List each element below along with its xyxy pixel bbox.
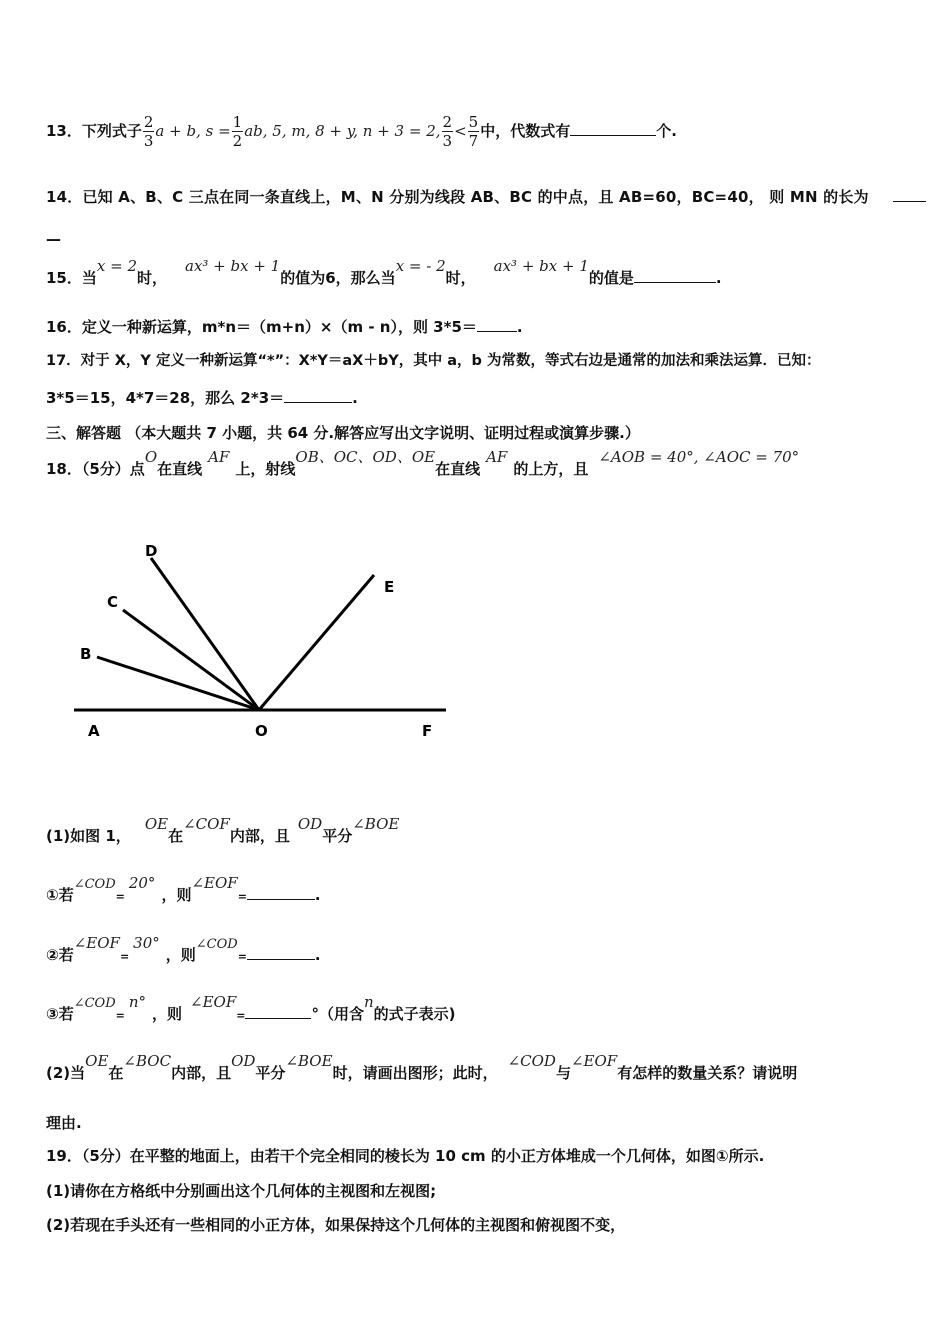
math-expr: ∠EOF [190, 993, 237, 1011]
math-expr: ax³ + bx + 1 [185, 257, 281, 275]
label-O: O [255, 722, 268, 740]
p1b-prefix: ②若 [46, 946, 74, 964]
math-expr: OE [85, 1052, 109, 1070]
math-expr: AF [208, 448, 230, 466]
p1a-eq: = [115, 890, 125, 903]
p1c-prefix: ③若 [46, 1005, 74, 1023]
p1c-eq2: = [236, 1009, 246, 1022]
q17-end: . [352, 389, 358, 407]
q14-text: 14．已知 A、B、C 三点在同一条直线上，M、N 分别为线段 AB、BC 的中点，且 AB=60，BC=40， 则 MN 的长为 [46, 188, 869, 206]
label-A: A [88, 722, 100, 740]
q14-dash: — [46, 230, 61, 248]
question-19 [46, 1146, 764, 1166]
p1c-t1: ，则 [152, 1005, 183, 1023]
p1-t1: 在 [168, 827, 184, 845]
q18-t3: 在直线 [435, 460, 481, 478]
answer-blank[interactable] [247, 885, 315, 900]
math-expr: ∠COD [507, 1052, 556, 1070]
answer-blank[interactable] [570, 121, 656, 136]
q16-text: 16．定义一种新运算，m*n＝（m+n）×（m - n），则 3*5＝ [46, 318, 477, 336]
p1a-eq2: = [237, 890, 247, 903]
math-expr: ∠BOE [285, 1052, 333, 1070]
fraction [232, 113, 244, 150]
math-expr: x = - 2 [395, 257, 446, 275]
part-1 [46, 815, 400, 846]
label-D: D [145, 542, 158, 560]
math-expr: x = 2 [96, 257, 137, 275]
fraction [442, 113, 454, 150]
q15-end: . [715, 269, 722, 287]
p1a-end: . [314, 886, 321, 904]
frac-den: 7 [468, 132, 479, 150]
frac-den: 3 [442, 132, 453, 150]
q18-t4: 的上方，且 [513, 460, 589, 478]
math-expr: ax³ + bx + 1 [493, 257, 589, 275]
question-17-cont [46, 388, 358, 408]
q16-end: . [516, 318, 523, 336]
q18-t1: 在直线 [157, 460, 203, 478]
math-expr: ∠COD [73, 877, 116, 892]
math-expr: OE [144, 815, 169, 833]
q19-line2: (1)请你在方格纸中分别画出这个几何体的主视图和左视图; [46, 1182, 437, 1200]
p1c-eq: = [115, 1009, 125, 1022]
math-expr: ∠EOF [73, 934, 120, 952]
math-expr: a + b, s = [155, 122, 231, 140]
math-expr: ∠EOF [191, 874, 238, 892]
p1-t3: 平分 [322, 827, 353, 845]
p1a-prefix: ①若 [46, 886, 74, 904]
q13-mid: 中，代数式有 [480, 122, 571, 140]
math-expr: OD [231, 1052, 256, 1070]
p1b-end: . [314, 946, 321, 964]
math-expr: O [144, 448, 158, 466]
part-1a [46, 874, 321, 907]
math-expr: < [454, 122, 467, 140]
math-expr: OD [297, 815, 323, 833]
math-expr: OB、OC、OD、OE [295, 448, 436, 466]
q17-line1: 17．对于 X，Y 定义一种新运算“*”：X*Y＝aX＋bY，其中 a，b 为常数，等式右边是通常的加法和乘法运算．已知： [46, 353, 821, 369]
label-C: C [107, 593, 119, 611]
question-14-cont [46, 229, 61, 249]
p2-t3: 平分 [255, 1064, 286, 1082]
frac-den: 2 [232, 132, 243, 150]
frac-num: 1 [232, 113, 243, 131]
frac-den: 3 [143, 132, 154, 150]
math-expr: ∠BOE [352, 815, 400, 833]
ray-OB [97, 657, 259, 710]
question-13 [46, 108, 677, 154]
math-expr: n [364, 993, 374, 1011]
part-1c [46, 993, 456, 1026]
math-expr: ∠AOB = 40°, ∠AOC = 70° [598, 448, 800, 466]
label-B: B [80, 645, 92, 663]
q17-line2: 3*5＝15，4*7＝28，那么 2*3＝ [46, 389, 285, 407]
q15-prefix: 15．当 [46, 269, 97, 287]
q18-prefix: 18．（5分）点 [46, 460, 145, 478]
q15-t4: 的值是 [588, 269, 634, 287]
question-17 [46, 351, 820, 371]
math-expr: 30° [133, 934, 160, 952]
math-expr: ab, 5, m, 8 + y, n + 3 = 2, [244, 122, 441, 140]
q15-t1: 时， [136, 269, 167, 287]
frac-num: 5 [468, 113, 479, 131]
q19-line3: (2)若现在手头还有一些相同的小正方体，如果保持这个几何体的主视图和俯视图不变， [46, 1216, 626, 1234]
frac-num: 2 [143, 113, 154, 131]
q15-t2: 的值为6，那么当 [280, 269, 396, 287]
p2-t5: 与 [555, 1064, 571, 1082]
math-expr: ∠COF [183, 815, 230, 833]
q13-end: 个. [656, 122, 677, 140]
ray-OE [259, 575, 374, 710]
fraction [143, 113, 155, 150]
question-16 [46, 317, 523, 337]
fraction [468, 113, 480, 150]
p1c-t3: 的式子表示) [373, 1005, 456, 1023]
p1b-eq: = [119, 950, 130, 963]
p2-t6: 有怎样的数量关系？请说明 [617, 1064, 798, 1082]
p1a-t1: ，则 [161, 886, 192, 904]
section-3-text: 三、解答题 （本大题共 7 小题，共 64 分.解答应写出文字说明、证明过程或演算步骤.） [46, 424, 640, 442]
label-F: F [422, 722, 433, 740]
section-3-heading [46, 423, 640, 443]
question-14 [46, 187, 926, 207]
frac-num: 2 [442, 113, 453, 131]
ray-OC [123, 610, 259, 710]
p2-t1: 在 [108, 1064, 124, 1082]
answer-blank[interactable] [245, 1004, 311, 1019]
answer-blank[interactable] [634, 268, 716, 283]
part-1b [46, 934, 321, 967]
answer-blank[interactable] [893, 187, 926, 202]
math-expr: AF [486, 448, 508, 466]
p2-t2: 内部，且 [171, 1064, 232, 1082]
question-18 [46, 448, 800, 479]
p2-line2: 理由. [46, 1114, 82, 1132]
p1b-eq2: = [237, 950, 247, 963]
q19-line1: 19．（5分）在平整的地面上，由若干个完全相同的棱长为 10 cm 的小正方体堆成一个几何体，如图①所示. [46, 1147, 765, 1165]
answer-blank[interactable] [477, 317, 517, 332]
math-expr: ∠BOC [123, 1052, 172, 1070]
math-expr: n° [128, 993, 147, 1011]
math-expr: 20° [128, 874, 156, 892]
question-19-part2 [46, 1215, 625, 1235]
math-expr: ∠EOF [570, 1052, 618, 1070]
answer-blank[interactable] [247, 945, 315, 960]
question-15 [46, 257, 722, 288]
question-19-part1 [46, 1181, 436, 1201]
math-expr: ∠COD [73, 996, 116, 1011]
q15-t3: 时， [445, 269, 476, 287]
geometry-figure [60, 530, 520, 750]
p1b-t1: ，则 [165, 946, 196, 964]
q13-prefix: 13．下列式子 [46, 122, 142, 140]
p1c-t2: °（用含 [311, 1005, 364, 1023]
ray-OD [151, 558, 259, 710]
part-2-cont [46, 1113, 82, 1133]
p2-t4: 时，请画出图形；此时， [332, 1064, 498, 1082]
label-E: E [384, 578, 395, 596]
p1-t2: 内部，且 [229, 827, 290, 845]
p1-prefix: (1)如图 1， [46, 827, 131, 845]
q18-t2: 上，射线 [235, 460, 296, 478]
part-2 [46, 1052, 798, 1083]
answer-blank[interactable] [284, 388, 352, 403]
p2-prefix: (2)当 [46, 1064, 86, 1082]
math-expr: ∠COD [195, 937, 238, 952]
